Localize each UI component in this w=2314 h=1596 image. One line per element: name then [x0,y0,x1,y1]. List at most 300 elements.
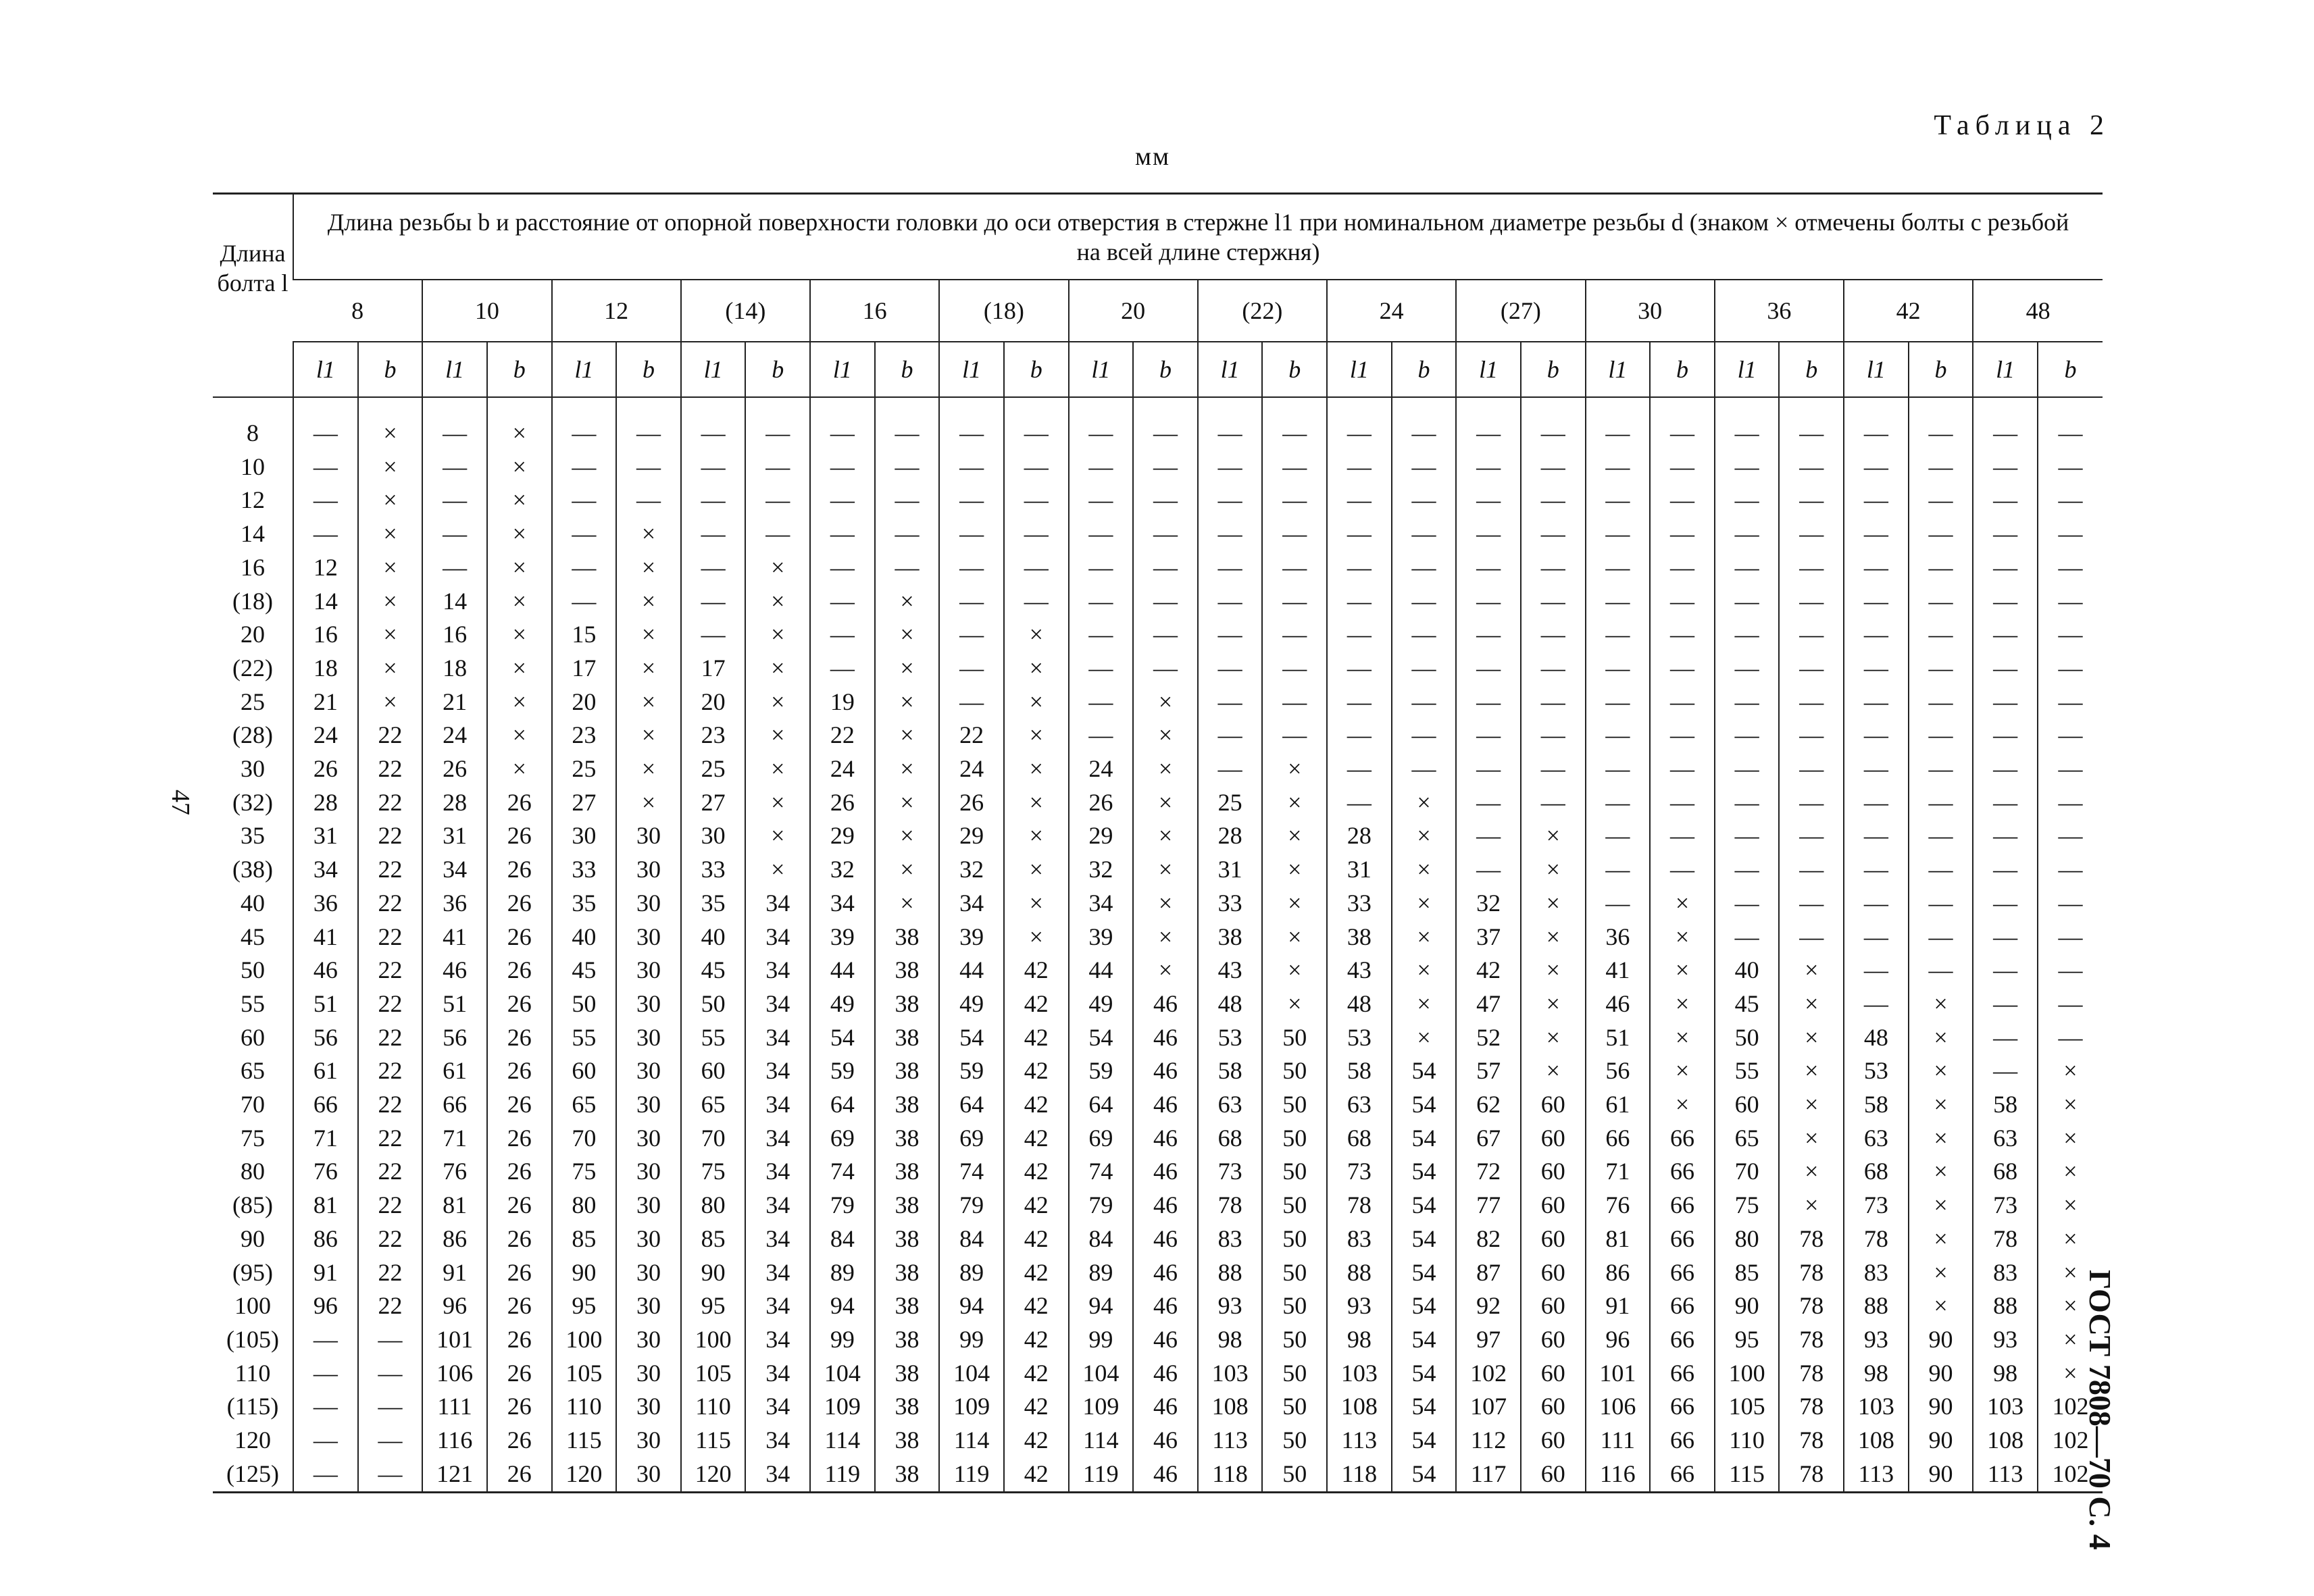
b-cell: × [1004,719,1069,752]
bolt-length-cell: 75 [241,1124,266,1152]
l1-cell: 113 [1844,1458,1909,1492]
l1-cell: 113 [1973,1458,2038,1492]
b-cell: — [1392,451,1457,484]
b-cell: — [1521,551,1586,585]
l1-cell: 88 [1327,1256,1392,1290]
b-cell: — [875,451,940,484]
l1-cell: 102 [1456,1357,1521,1391]
l1-cell: — [1973,786,2038,820]
b-cell: × [487,686,552,719]
l1-cell: 59 [1069,1054,1134,1088]
l1-cell: 94 [810,1289,875,1323]
b-cell: 38 [875,1289,940,1323]
l1-cell: 88 [1844,1289,1909,1323]
l1-cell: 58 [1973,1088,2038,1122]
b-cell: 50 [1262,1390,1327,1424]
l1-cell: 20 [552,686,617,719]
b-cell: × [487,585,552,619]
l1-cell: 95 [681,1289,746,1323]
l1-cell: — [681,618,746,652]
subheader-b: b [1779,342,1844,397]
bolt-length-cell: 25 [241,688,266,715]
l1-cell: — [1069,652,1134,686]
b-cell: × [1779,1155,1844,1189]
subheader-l1: l1 [1844,342,1909,397]
l1-cell: — [810,417,875,451]
b-cell: 78 [1779,1390,1844,1424]
l1-cell: — [1586,585,1651,619]
spacer-cell [1650,397,1715,417]
diameter-header: 8 [293,280,422,342]
b-cell: × [1779,987,1844,1021]
l1-cell: 120 [552,1458,617,1492]
spacer-cell [1521,397,1586,417]
l1-cell: — [1973,686,2038,719]
l1-cell: — [1844,921,1909,954]
b-cell: × [1262,819,1327,853]
b-cell: 22 [358,954,423,987]
l1-cell: 55 [681,1021,746,1055]
b-cell: 22 [358,752,423,786]
table-title: Таблица 2 [1934,110,2110,141]
b-cell: — [745,484,810,517]
l1-cell: 89 [810,1256,875,1290]
b-cell: 26 [487,954,552,987]
b-cell: × [1779,1054,1844,1088]
l1-cell: 94 [939,1289,1004,1323]
table-row [213,686,2103,719]
b-cell: × [487,451,552,484]
b-cell: 30 [616,1458,681,1492]
subheader-b: b [616,342,681,397]
b-cell: 60 [1521,1189,1586,1222]
b-cell: — [358,1390,423,1424]
l1-cell: 73 [1973,1189,2038,1222]
l1-cell: 35 [552,887,617,921]
l1-cell: — [1586,719,1651,752]
b-cell: — [1521,585,1586,619]
l1-cell: 96 [1586,1323,1651,1357]
bolt-length-cell: (18) [232,587,273,615]
l1-cell: 68 [1327,1122,1392,1156]
l1-cell: — [1198,417,1263,451]
b-cell: × [1521,987,1586,1021]
l1-cell: 85 [681,1222,746,1256]
b-cell: — [2038,1021,2103,1055]
l1-cell: — [1069,484,1134,517]
l1-cell: — [681,417,746,451]
diameter-header: (14) [681,280,810,342]
b-cell: 42 [1004,1088,1069,1122]
b-cell: 26 [487,1088,552,1122]
b-cell: × [1779,1189,1844,1222]
l1-cell: — [1456,517,1521,551]
l1-cell: 40 [681,921,746,954]
b-cell: 26 [487,1021,552,1055]
l1-cell: 32 [939,853,1004,887]
l1-cell: 108 [1327,1390,1392,1424]
l1-cell: 89 [1069,1256,1134,1290]
bolt-length-cell: 120 [234,1426,272,1454]
l1-cell: 59 [810,1054,875,1088]
l1-cell: 40 [552,921,617,954]
l1-cell: — [422,517,487,551]
l1-cell: 27 [681,786,746,820]
l1-cell: 101 [1586,1357,1651,1391]
l1-cell: 36 [293,887,358,921]
b-cell: 46 [1133,1390,1198,1424]
b-cell: 46 [1133,1222,1198,1256]
b-cell: — [2038,786,2103,820]
l1-cell: 44 [1069,954,1134,987]
l1-cell: 43 [1198,954,1263,987]
l1-cell: 117 [1456,1458,1521,1492]
spacer-cell [1262,397,1327,417]
l1-cell: 64 [1069,1088,1134,1122]
b-cell: × [1262,752,1327,786]
l1-cell: 55 [552,1021,617,1055]
subheader-b: b [745,342,810,397]
l1-cell: 85 [552,1222,617,1256]
b-cell: — [1133,417,1198,451]
l1-cell: 51 [293,987,358,1021]
l1-cell: 103 [1844,1390,1909,1424]
b-cell: — [1262,451,1327,484]
b-cell: 60 [1521,1424,1586,1458]
b-cell: × [487,417,552,451]
l1-cell: 80 [1715,1222,1780,1256]
l1-cell: — [1456,484,1521,517]
b-cell: — [2038,954,2103,987]
b-cell: — [1133,451,1198,484]
description-header [293,194,2103,280]
l1-cell: — [1069,686,1134,719]
b-cell: 30 [616,1155,681,1189]
l1-cell: — [1973,551,2038,585]
b-cell: × [1133,887,1198,921]
l1-cell: — [1586,417,1651,451]
b-cell: — [1262,484,1327,517]
l1-cell: — [1715,686,1780,719]
l1-cell: 73 [1844,1189,1909,1222]
b-cell: 26 [487,853,552,887]
l1-cell: 44 [810,954,875,987]
l1-cell: 14 [422,585,487,619]
l1-cell: — [1456,853,1521,887]
l1-cell: 16 [422,618,487,652]
l1-cell: 84 [810,1222,875,1256]
b-cell: 42 [1004,1458,1069,1492]
b-cell: 66 [1650,1424,1715,1458]
l1-cell: 71 [422,1122,487,1156]
l1-cell: — [422,551,487,585]
l1-cell: — [1456,618,1521,652]
l1-cell: — [552,517,617,551]
l1-cell: 60 [1715,1088,1780,1122]
b-cell: — [1909,585,1973,619]
l1-cell: 76 [422,1155,487,1189]
l1-cell: — [422,417,487,451]
table-row [213,1390,2103,1424]
spacer-cell [616,397,681,417]
b-cell: × [1909,1222,1973,1256]
b-cell: — [875,517,940,551]
b-cell: — [1779,451,1844,484]
b-cell: — [2038,887,2103,921]
b-cell: — [1650,652,1715,686]
l1-cell: 32 [1069,853,1134,887]
b-cell: × [1392,1021,1457,1055]
l1-cell: 99 [939,1323,1004,1357]
b-cell: × [358,652,423,686]
l1-cell: — [1198,551,1263,585]
b-cell: 22 [358,1155,423,1189]
spacer-cell [1586,397,1651,417]
b-cell: 54 [1392,1289,1457,1323]
b-cell: — [616,451,681,484]
bolt-length-cell: 40 [241,889,266,917]
l1-cell: — [1844,551,1909,585]
l1-cell: 88 [1198,1256,1263,1290]
l1-cell: 121 [422,1458,487,1492]
l1-cell: — [1327,752,1392,786]
l1-cell: — [1844,451,1909,484]
b-cell: — [1392,517,1457,551]
l1-cell: — [1327,417,1392,451]
b-cell: 30 [616,954,681,987]
l1-cell: — [1715,652,1780,686]
subheader-l1: l1 [422,342,487,397]
l1-cell: 105 [681,1357,746,1391]
l1-cell: 68 [1973,1155,2038,1189]
l1-cell: 34 [810,887,875,921]
l1-cell: — [1456,451,1521,484]
subheader-l1: l1 [1456,342,1521,397]
b-cell: 22 [358,819,423,853]
l1-cell: 71 [1586,1155,1651,1189]
bolt-length-header-text: Длина болта l [217,240,288,297]
b-cell: × [1262,987,1327,1021]
l1-cell: 79 [810,1189,875,1222]
table-row [213,1424,2103,1458]
b-cell: 78 [1779,1458,1844,1492]
b-cell: × [616,551,681,585]
l1-cell: — [552,484,617,517]
b-cell: × [616,686,681,719]
b-cell: — [1909,618,1973,652]
b-cell: × [1650,987,1715,1021]
b-cell: 26 [487,887,552,921]
b-cell: 42 [1004,1424,1069,1458]
l1-cell: 84 [939,1222,1004,1256]
l1-cell: — [1715,417,1780,451]
b-cell: — [1521,451,1586,484]
l1-cell: 31 [1198,853,1263,887]
l1-cell: — [810,652,875,686]
l1-cell: 106 [1586,1390,1651,1424]
l1-cell: 113 [1198,1424,1263,1458]
l1-cell: 45 [552,954,617,987]
b-cell: 34 [745,1122,810,1156]
b-cell: × [1909,1021,1973,1055]
l1-cell: — [293,1390,358,1424]
b-cell: × [745,786,810,820]
b-cell: 26 [487,921,552,954]
l1-cell: — [681,551,746,585]
b-cell: × [745,719,810,752]
b-cell: × [487,719,552,752]
b-cell: × [1133,786,1198,820]
b-cell: 42 [1004,1357,1069,1391]
b-cell: — [2038,819,2103,853]
b-cell: — [1909,921,1973,954]
l1-cell: 50 [1715,1021,1780,1055]
l1-cell: 74 [810,1155,875,1189]
b-cell: — [2038,752,2103,786]
l1-cell: — [1973,887,2038,921]
l1-cell: 98 [1198,1323,1263,1357]
b-cell: — [1521,417,1586,451]
header-row-subcolumns [213,342,2103,397]
table-row [213,652,2103,686]
b-cell: 66 [1650,1289,1715,1323]
l1-cell: 56 [1586,1054,1651,1088]
l1-cell: 19 [810,686,875,719]
b-cell: 50 [1262,1021,1327,1055]
b-cell: — [2038,987,2103,1021]
l1-cell: 22 [810,719,875,752]
b-cell: 60 [1521,1155,1586,1189]
l1-cell: — [1456,551,1521,585]
b-cell: 46 [1133,1424,1198,1458]
b-cell: × [1650,1054,1715,1088]
l1-cell: 27 [552,786,617,820]
bolt-length-cell: 100 [234,1292,272,1320]
subheader-l1: l1 [1069,342,1134,397]
b-cell: 38 [875,1390,940,1424]
l1-cell: 34 [1069,887,1134,921]
b-cell: × [487,652,552,686]
l1-cell: 63 [1973,1122,2038,1156]
l1-cell: 61 [293,1054,358,1088]
l1-cell: 59 [939,1054,1004,1088]
b-cell: 46 [1133,1323,1198,1357]
b-cell: × [1650,954,1715,987]
spacer-cell [2038,397,2103,417]
l1-cell: 46 [1586,987,1651,1021]
b-cell: 26 [487,786,552,820]
b-cell: × [1133,954,1198,987]
subheader-l1: l1 [1586,342,1651,397]
b-cell: — [1004,551,1069,585]
l1-cell: 73 [1198,1155,1263,1189]
l1-cell: 41 [422,921,487,954]
b-cell: × [875,786,940,820]
l1-cell: 115 [1715,1458,1780,1492]
l1-cell: — [1844,686,1909,719]
l1-cell: 64 [810,1088,875,1122]
b-cell: — [1909,887,1973,921]
subheader-b: b [2038,342,2103,397]
l1-cell: 91 [1586,1289,1651,1323]
b-cell: 42 [1004,1122,1069,1156]
bolt-length-cell: (115) [226,1393,279,1420]
b-cell: × [875,719,940,752]
l1-cell: — [1586,819,1651,853]
b-cell: 50 [1262,1424,1327,1458]
l1-cell: — [1715,551,1780,585]
spacer-cell [293,397,358,417]
b-cell: — [1909,484,1973,517]
l1-cell: — [1844,652,1909,686]
l1-cell: 28 [1327,819,1392,853]
b-cell: — [2038,686,2103,719]
b-cell: 50 [1262,1222,1327,1256]
b-cell: 50 [1262,1054,1327,1088]
l1-cell: 77 [1456,1189,1521,1222]
spacer-cell [1715,397,1780,417]
l1-cell: 80 [552,1189,617,1222]
l1-cell: 51 [422,987,487,1021]
l1-cell: — [1586,686,1651,719]
bolt-length-cell: 65 [241,1057,266,1085]
b-cell: 26 [487,1054,552,1088]
b-cell: × [487,551,552,585]
b-cell: × [1133,853,1198,887]
table-row [213,921,2103,954]
table-row [213,551,2103,585]
b-cell: 50 [1262,1458,1327,1492]
b-cell: 34 [745,1054,810,1088]
l1-cell: 83 [1198,1222,1263,1256]
l1-cell: 86 [293,1222,358,1256]
b-cell: × [1004,819,1069,853]
b-cell: — [2038,484,2103,517]
l1-cell: — [1456,652,1521,686]
l1-cell: 46 [422,954,487,987]
b-cell: 78 [1779,1256,1844,1290]
l1-cell: 79 [1069,1189,1134,1222]
b-cell: 90 [1909,1323,1973,1357]
table-row [213,954,2103,987]
l1-cell: 41 [1586,954,1651,987]
l1-cell: 54 [1069,1021,1134,1055]
b-cell: × [358,551,423,585]
l1-cell: 34 [422,853,487,887]
table-row [213,1189,2103,1222]
l1-cell: 33 [552,853,617,887]
l1-cell: — [1586,752,1651,786]
b-cell: × [1521,887,1586,921]
l1-cell: — [1069,551,1134,585]
l1-cell: 16 [293,618,358,652]
l1-cell: 78 [1327,1189,1392,1222]
b-cell: — [1650,618,1715,652]
b-cell: — [358,1458,423,1492]
b-cell: — [1650,686,1715,719]
l1-cell: — [810,484,875,517]
l1-cell: — [1198,484,1263,517]
b-cell: × [358,517,423,551]
b-cell: × [1779,954,1844,987]
b-cell: — [1262,551,1327,585]
l1-cell: 92 [1456,1289,1521,1323]
l1-cell: — [1586,618,1651,652]
b-cell: × [1004,921,1069,954]
l1-cell: — [293,1323,358,1357]
l1-cell: 90 [681,1256,746,1290]
l1-cell: — [1844,585,1909,619]
